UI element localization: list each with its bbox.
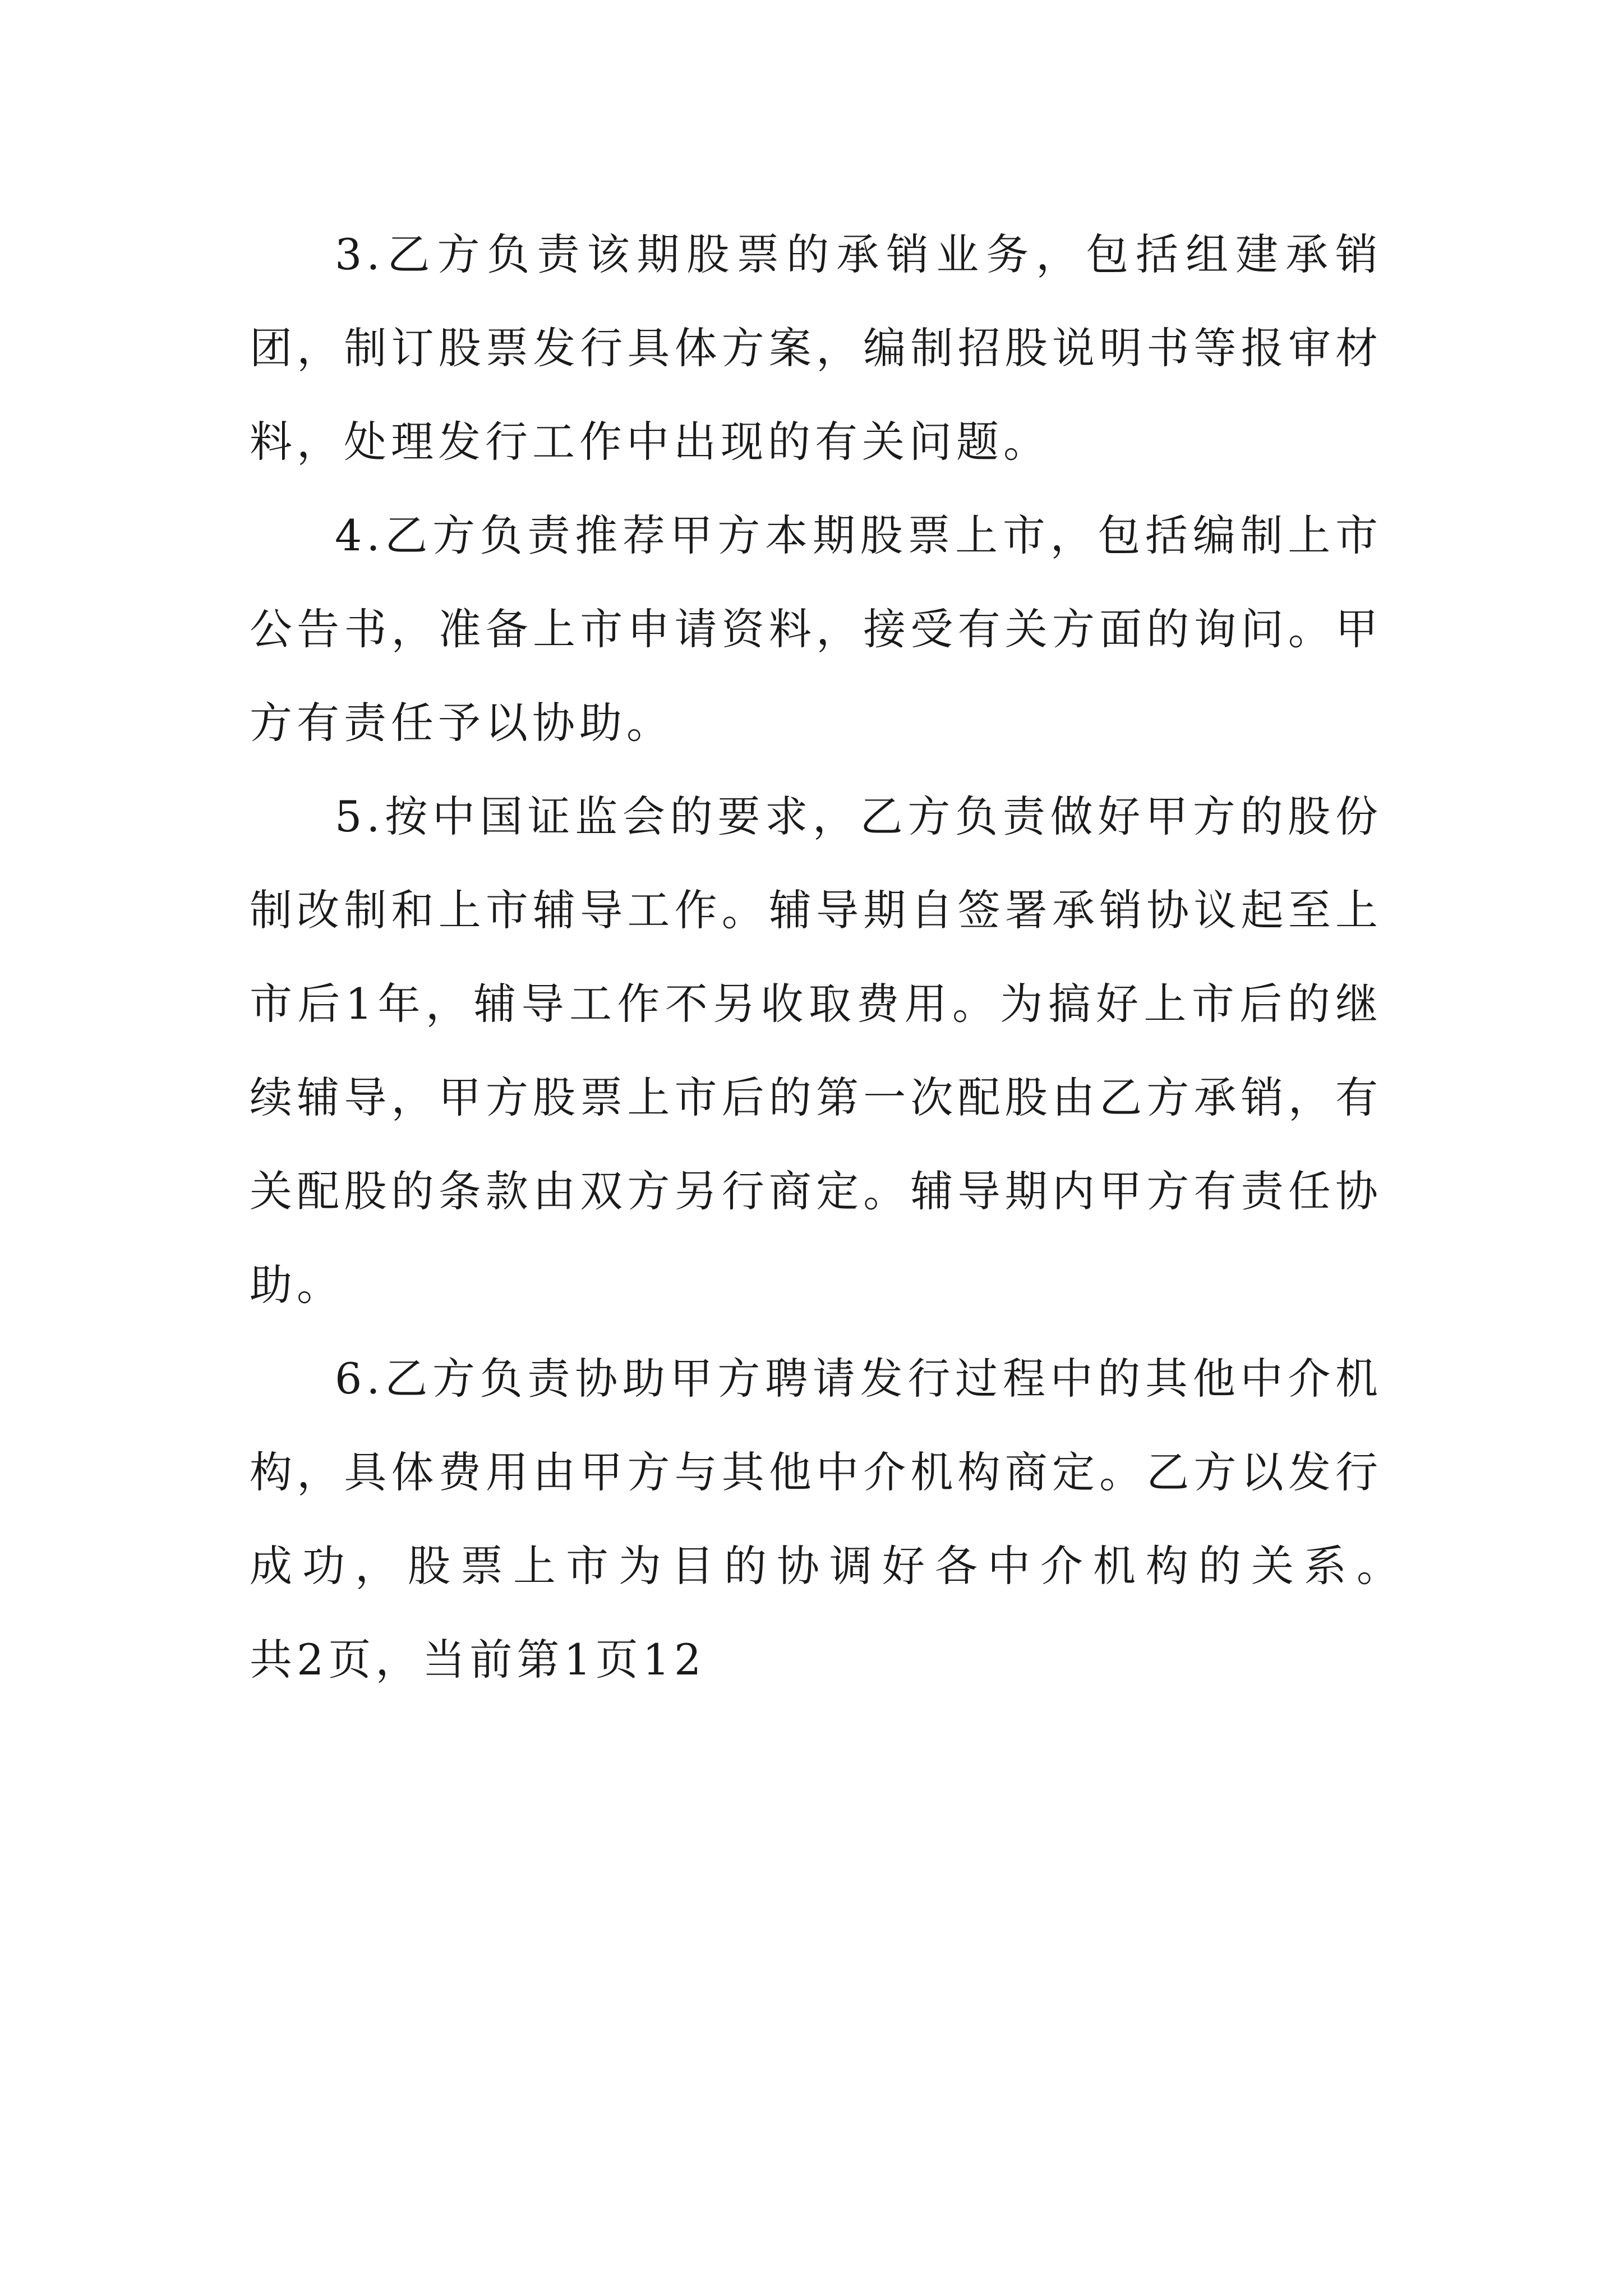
paragraph-item-3: 3.乙方负责该期股票的承销业务，包括组建承销团，制订股票发行具体方案，编制招股说明书等报审材料，处理发行工作中出现的有关问题。 [250, 229, 1382, 467]
document-body [250, 208, 1524, 1706]
paragraph-item-4: 4.乙方负责推荐甲方本期股票上市，包括编制上市公告书，准备上市申请资料，接受有关方面的询问。甲方有责任予以协助。 [250, 510, 1382, 748]
paragraph-item-6: 6.乙方负责协助甲方聘请发行过程中的其他中介机构，具体费用由甲方与其他中介机构商定。乙方以发行成功，股票上市为目的协调好各中介机构的关系。 共2页，当前第1页12 [250, 1354, 1524, 1685]
paragraph-item-5: 5.按中国证监会的要求，乙方负责做好甲方的股份制改制和上市辅导工作。辅导期自签署承销协议起至上市后1年，辅导工作不另收取费用。为搞好上市后的继续辅导，甲方股票上市后的第一次配股由乙方承销，有关配股的条款由双方另行商定。辅导期内甲方有责任协助。 [250, 792, 1382, 1310]
